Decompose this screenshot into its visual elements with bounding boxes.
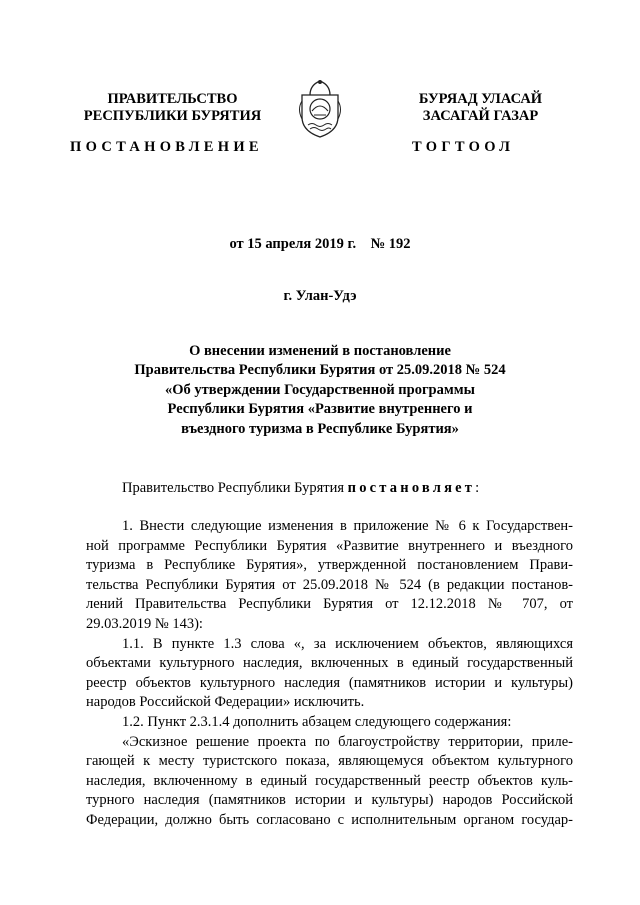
body-line: 1.2. Пункт 2.3.1.4 дополнить абзацем следующего содержания: <box>122 713 512 730</box>
header-right-line2: ЗАСАГАЙ ГАЗАР <box>422 108 539 124</box>
intro-verb: постановляет <box>347 480 476 496</box>
body-line: народов Российской Федерации» исключить. <box>86 694 365 711</box>
title-line: Правительства Республики Бурятия от 25.09.2018 № 524 <box>134 362 506 379</box>
header-left-line1: ПРАВИТЕЛЬСТВО <box>107 91 238 107</box>
body-line: 1. Внести следующие изменения в приложение № 6 к Государствен- <box>122 518 573 534</box>
title-line: въездного туризма в Республике Бурятия» <box>181 420 459 437</box>
body-line: тельства Республики Бурятия от 25.09.2018 № 524 (в редакции постанов- <box>86 576 573 593</box>
title-line: «Об утверждении Государственной программы <box>165 381 475 398</box>
body-line: турного наследия (памятников истории и культуры) народов Российской <box>86 792 573 809</box>
body-line: 1.1. В пункте 1.3 слова «, за исключением объектов, являющихся <box>122 635 573 652</box>
body-line: 29.03.2019 № 143): <box>86 615 203 632</box>
body-line: объектами культурного наследия, включенных в единый государственный <box>86 655 573 672</box>
date-number-line: от 15 апреля 2019 г. № 192 <box>229 236 411 252</box>
header-right-block <box>378 91 583 125</box>
intro-tail: : <box>475 480 480 496</box>
body-line: лений Правительства Республики Бурятия от 12.12.2018 № 707, от <box>86 596 573 613</box>
buryatia-coat-of-arms-icon <box>296 77 344 139</box>
decree-label-bur: ТОГТООЛ <box>412 139 515 155</box>
intro-text: Правительство Республики Бурятия <box>122 480 348 496</box>
title-line: О внесении изменений в постановление <box>189 343 451 359</box>
city-line: г. Улан-Удэ <box>283 288 357 304</box>
document-title <box>100 342 540 439</box>
body-line: реестр объектов культурного наследия (памятников истории и культуры) <box>86 674 573 691</box>
body-line: туризма в Республике Бурятия», утвержденной постановлением Прави- <box>86 557 573 574</box>
body-line: «Эскизное решение проекта по благоустройству территории, приле- <box>122 733 573 750</box>
header-right-line1: БУРЯАД УЛАСАЙ <box>418 91 543 107</box>
decree-label-ru: ПОСТАНОВЛЕНИЕ <box>70 139 263 155</box>
body-line: наследия, включенному в единый государственный реестр объектов куль- <box>86 772 573 789</box>
document-body <box>86 517 573 831</box>
body-line: гающей к месту туристского показа, являющемуся объектом культурного <box>86 753 573 770</box>
header-left-line2: РЕСПУБЛИКИ БУРЯТИЯ <box>83 108 262 124</box>
body-line: Федерации, должно быть согласовано с исполнительным органом государ- <box>86 811 573 828</box>
intro-paragraph <box>122 480 479 497</box>
body-line: ной программе Республики Бурятия «Развитие внутреннего и въездного <box>86 537 573 554</box>
title-line: Республики Бурятия «Развитие внутреннего и <box>167 401 473 418</box>
header-left-block <box>70 91 275 125</box>
